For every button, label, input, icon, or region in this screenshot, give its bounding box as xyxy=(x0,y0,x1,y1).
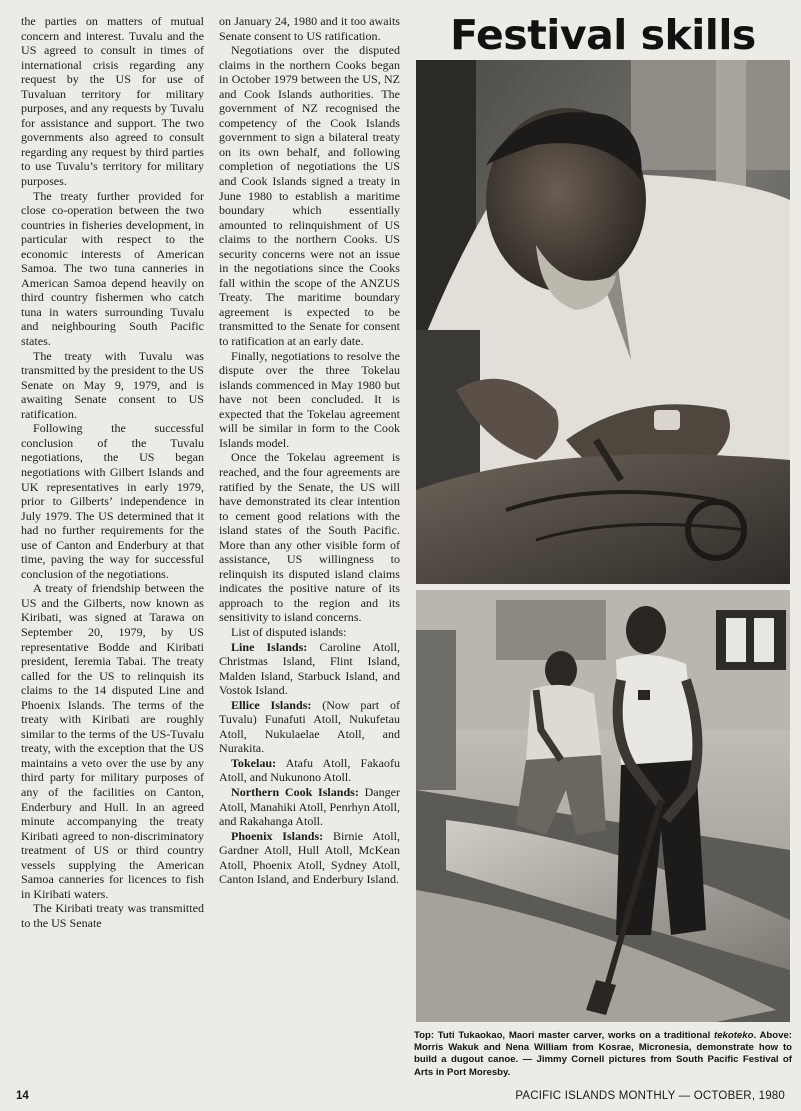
article-paragraph: the parties on matters of mutual concern and interest. Tuvalu and the US agreed to consult in times of international crisis regarding any request by the US for use of Tuvaluan territory for military purposes, and any requests by Tuvalu for assistance and support. The two governments also agreed to consult regarding any request by third parties to use Tuvalu’s territory for military purposes. xyxy=(21,14,204,189)
article-paragraph: The Kiribati treaty was transmitted to the US Senate xyxy=(21,901,204,930)
island-group-label: Ellice Islands: xyxy=(231,697,312,712)
island-group-list: Caroline Atoll, Christmas Island, Flint Island, Malden Island, Starbuck Island, and Vostok Island. xyxy=(219,639,401,698)
photo-caption xyxy=(414,1030,792,1079)
island-group-list: Danger Atoll, Manahiki Atoll, Penrhyn Atoll, and Rakahanga Atoll. xyxy=(219,784,401,829)
island-group xyxy=(219,640,400,698)
list-heading: List of disputed islands: xyxy=(231,624,347,639)
island-group-list: (Now part of Tuvalu) Funafuti Atoll, Nukufetau Atoll, Nukulaelae Atoll, and Nurakita. xyxy=(219,697,400,756)
article-paragraph: Finally, negotiations to resolve the dispute over the three Tokelau islands commenced in May 1980 but have not been concluded. It is expected that the Tokelau agreement will be similar in form to the Cook Islands model. xyxy=(219,348,400,450)
photo-canoe-drawing xyxy=(416,590,790,1022)
island-group-list: Atafu Atoll, Fakaofu Atoll, and Nukunono Atoll. xyxy=(219,755,400,785)
article-paragraph: The treaty with Tuvalu was transmitted by the president to the US Senate on May 9, 1979, and is awaiting Senate consent to US ratification. xyxy=(21,348,204,421)
page-number: 14 xyxy=(16,1090,29,1102)
article-paragraph: A treaty of friendship between the US and the Gilberts, now known as Kiribati, was signed at Tarawa on September 20, 1979, by US representative Bodde and Kiribati president, Ieremia Tabai. The treaty called for the US to relinquish its claims to the 14 disputed Line and Phoenix Islands. The terms of the treaty with Kiribati are roughly similar to the terms of the US-Tuvalu treaty, with the exception that the US maintains a veto over the use by any third party for military purposes of any of the facilities on Canton, Enderbury and Hull. In an agreed minute accompanying the treaty Kiribati agreed to non-discriminatory treatment of US or third country vessels supplying the American Samoa canneries for licences to fish in Kiribati waters. xyxy=(21,581,204,901)
publication-footer: PACIFIC ISLANDS MONTHLY — OCTOBER, 1980 xyxy=(515,1090,785,1102)
island-group xyxy=(219,756,400,785)
article-paragraph: The treaty further provided for close co-operation between the two countries in fisheries development, in particular with respect to the economic interests of American Samoa. The two tuna canneries in American Samoa depend heavily on third country fishermen who catch tuna in waters surrounding Tuvalu and neighbouring South Pacific states. xyxy=(21,188,204,349)
island-group xyxy=(219,829,400,887)
island-group-label: Phoenix Islands: xyxy=(231,828,324,843)
island-group xyxy=(219,698,400,756)
caption-italic-term: tekoteko xyxy=(714,1030,754,1041)
headline: Festival skills xyxy=(450,11,756,59)
caption-text: Top: Tuti Tukaokao, Maori master carver, works on a traditional xyxy=(414,1030,714,1041)
photo-carver-drawing xyxy=(416,60,790,584)
article-paragraph: Once the Tokelau agreement is reached, and the four agreements are ratified by the Senate, the US will have demonstrated its clear intention to cement good relations with the island states of the South Pacific. More than any other visible form of assistance, US willingness to relinquish its disputed island claims indicates the positive nature of its approach to the region and its sensitivity to island concerns. xyxy=(219,450,400,625)
island-group-label: Tokelau: xyxy=(231,755,277,770)
article-column-middle xyxy=(219,14,400,887)
caption-text: . Above: Morris Wakuk and Nena William from Kosrae, Micronesia, demonstrate how to build a dugout canoe. — Jimmy Cornell pictures from South Pacific Festival of Arts in Port Moresby. xyxy=(414,1030,792,1078)
article-paragraph: on January 24, 1980 and it too awaits Senate consent to US ratification. xyxy=(219,14,400,43)
island-group xyxy=(219,785,400,829)
island-group-label: Line Islands: xyxy=(231,639,308,654)
photo-carver xyxy=(416,60,790,584)
article-paragraph: Negotiations over the disputed claims in the northern Cooks began in October 1979 between the US, NZ and Cook Islands authorities. The government of NZ recognised the competency of the Cook Islands government to sign a bilateral treaty on its own behalf, and following completion of negotiations the US and Cook Islands signed a treaty in June 1980 to establish a maritime boundary which essentially amounted to relinquishment of US claims to the northern Cooks. US security concerns were not an issue in the negotiations since the Cooks fall within the scope of the ANZUS Treaty. The maritime boundary agreement is expected to be transmitted to the Senate for consent to ratification at an early date. xyxy=(219,43,400,349)
article-paragraph: Following the successful conclusion of the Tuvalu negotiations, the US began negotiations with Gilbert Islands and UK representatives in early 1979, prior to Gilberts’ independence in July 1979. The US determined that it had no further requirements for the use of Canton and Enderbury at that time, paving the way for successful conclusion of the negotiations. xyxy=(21,421,204,581)
island-group-list: Birnie Atoll, Gardner Atoll, Hull Atoll, McKean Atoll, Phoenix Atoll, Sydney Atoll, Canton Island, and Enderbury Island. xyxy=(219,828,400,887)
article-column-left xyxy=(21,14,204,930)
photo-canoe-building xyxy=(416,590,790,1022)
island-group-label: Northern Cook Islands: xyxy=(231,784,359,799)
